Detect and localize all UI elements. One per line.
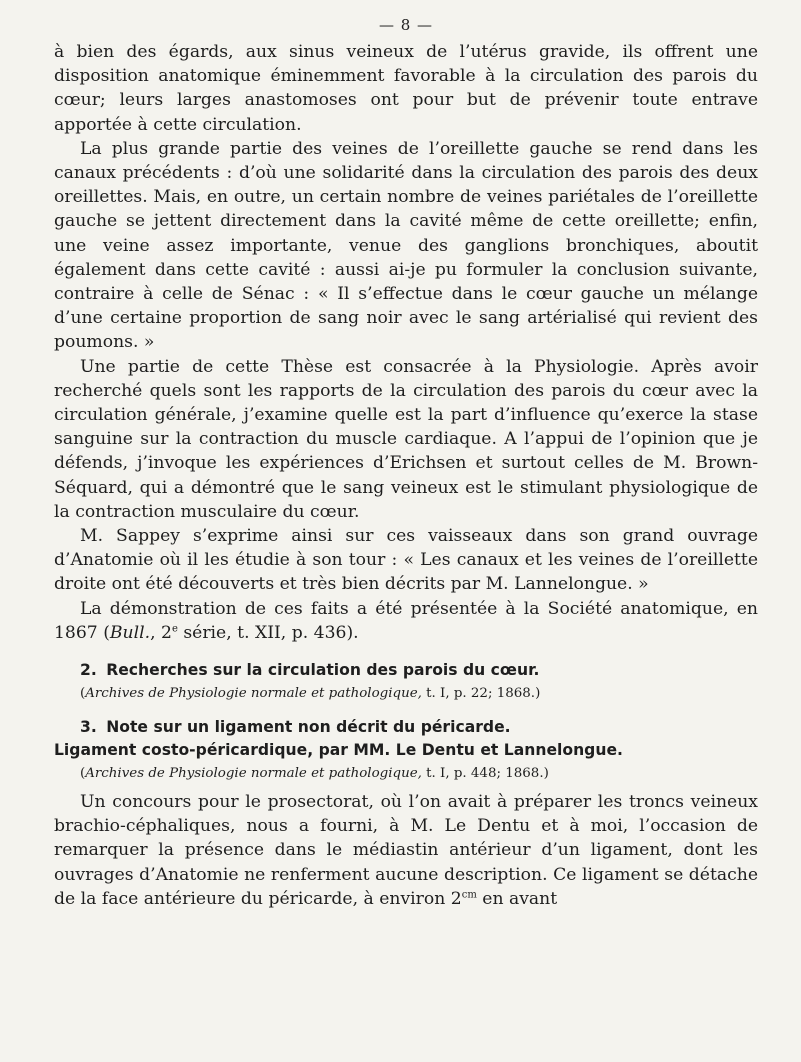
paragraph-3: Une partie de cette Thèse est consacrée à la Physiologie. Après avoir recherché quels sont les rapports de la circulation des parois du cœur avec la circulation générale, j’examine quelle est la part d’influence qu’exerce la stase sanguine sur la contraction du muscle cardiaque. A l’appui de l’opinion que je défends, j’invoque les expériences d’Erichsen et surtout celles de M. Brown-Séquard, qui a démontré que le sang veineux est le stimulant physiologique de la contraction musculaire du cœur. bbox=[54, 356, 758, 522]
p6-text-b: en avant bbox=[476, 888, 558, 909]
section-2-ref-details: t. I, p. 22; 1868. bbox=[421, 686, 536, 702]
p6-text-a: Un concours pour le prosectorat, où l’on avait à préparer les troncs veineux brachio-céphaliques, nous a fourni, à M. Le Dentu et à moi, l’occasion de remarquer la présence dans le médiastin antérieur d’un ligament, dont les ouvrages d’Anatomie ne renferment aucune description. Ce ligament se détache de la face antérieure du péricarde, à environ 2 bbox=[54, 792, 758, 909]
section-3-heading bbox=[54, 716, 758, 739]
section-3-reference: (Archives de Physiologie normale et pathologique, t. I, p. 448; 1868.) bbox=[80, 766, 549, 782]
paragraph-5 bbox=[54, 597, 758, 645]
page-number: — 8 — bbox=[378, 16, 434, 34]
p5-text-a: La démonstration de ces faits a été présentée à la Société anatomique, en 1867 ( bbox=[54, 598, 758, 643]
section-2-ref-journal: Archives de Physiologie normale et pathologique, bbox=[85, 686, 422, 702]
paragraph-2: La plus grande partie des veines de l’oreillette gauche se rend dans les canaux précédents : d’où une solidarité dans la circulation des parois des deux oreillettes. Mais, en outre, un certain nombre de veines pariétales de l’oreillette gauche se jettent directement dans la cavité même de cette oreillette; enfin, une veine assez importante, venue des ganglions bronchiques, aboutit également dans cette cavité : aussi ai-je pu formuler la conclusion suivante, contraire à celle de Sénac : « Il s’effectue dans le cœur gauche un mélange d’une certaine proportion de sang noir avec le sang artérialisé qui revient des poumons. » bbox=[54, 138, 758, 353]
section-3-title-line2: Ligament costo-péricardique, par MM. Le Dentu et Lannelongue. bbox=[54, 741, 623, 760]
p6-superscript: cm bbox=[461, 889, 477, 901]
section-2-number: 2. bbox=[80, 661, 97, 680]
p5-text-b: , 2 bbox=[150, 622, 172, 643]
paragraph-4: M. Sappey s’exprime ainsi sur ces vaisseaux dans son grand ouvrage d’Anatomie où il les étudie à son tour : « Les canaux et les veines de l’oreillette droite ont été découverts et très bien décrits par M. Lannelongue. » bbox=[54, 526, 758, 595]
document-page bbox=[54, 14, 758, 911]
section-3-ref-journal: Archives de Physiologie normale et pathologique, bbox=[85, 766, 422, 782]
section-3-ref-details: t. I, p. 448; 1868. bbox=[421, 766, 544, 782]
section-2-heading bbox=[54, 659, 758, 682]
p5-bull: Bull. bbox=[109, 622, 151, 643]
paragraph-1: à bien des égards, aux sinus veineux de l’utérus gravide, ils offrent une disposition anatomique éminemment favorable à la circulation des parois du cœur; leurs larges anastomoses ont pour but de prévenir toute entrave apportée à cette circulation. bbox=[54, 42, 758, 135]
section-3-title-line1: Note sur un ligament non décrit du péricarde. bbox=[106, 718, 511, 737]
section-2-reference: (Archives de Physiologie normale et pathologique, t. I, p. 22; 1868.) bbox=[80, 686, 541, 702]
section-3-number: 3. bbox=[80, 718, 97, 737]
paragraph-6 bbox=[54, 790, 758, 911]
p5-text-c: série, t. XII, p. 436). bbox=[177, 622, 359, 643]
p5-superscript: e bbox=[171, 623, 178, 635]
section-2-title: Recherches sur la circulation des parois du cœur. bbox=[106, 661, 540, 680]
